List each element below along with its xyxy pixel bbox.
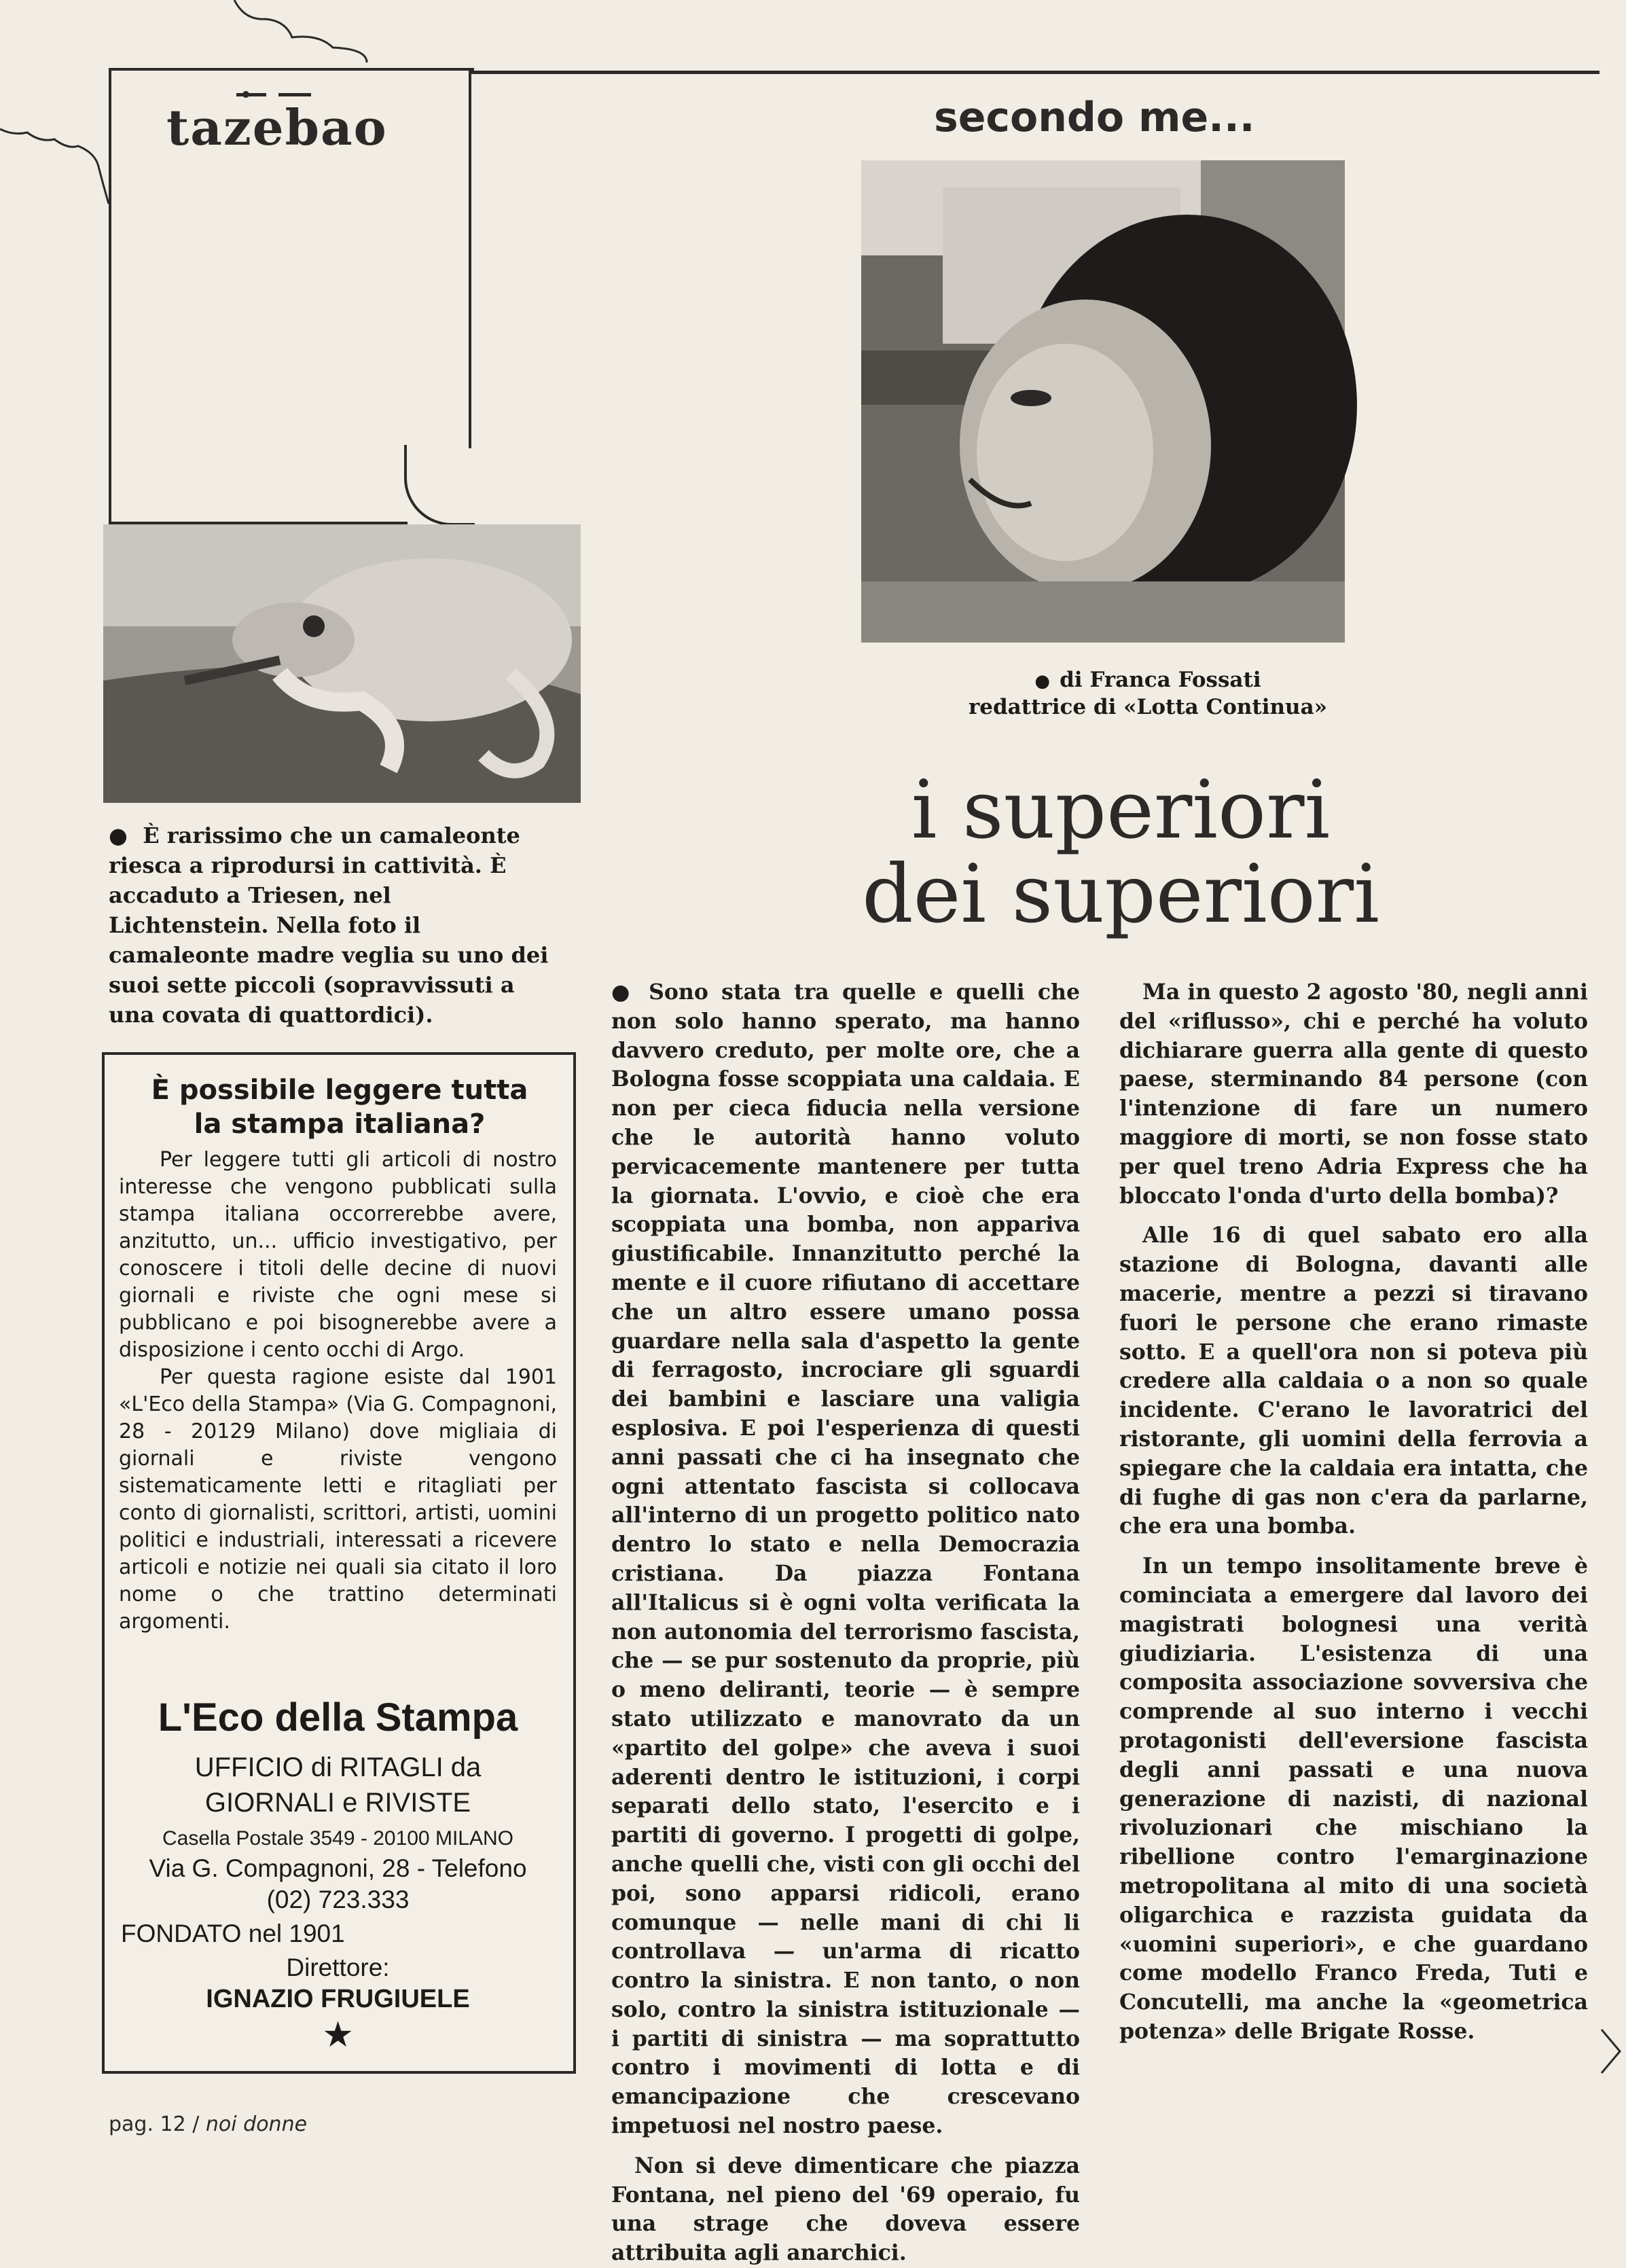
- section-brand: tazebao: [166, 98, 388, 156]
- article-paragraph: Ma in questo 2 agosto '80, negli anni del «riflusso», chi e perché ha voluto dichiarare guerra alla gente di questo paese, sterminando 84 persone (con l'intenzione di fare un numero maggiore di morti, se non fosse stato per quel treno Adria Express che ha bloccato l'onda d'urto della bomba)?: [1119, 979, 1588, 1208]
- ad-subtitle-1: UFFICIO di RITAGLI da: [194, 1752, 482, 1782]
- ad-title: [122, 1073, 557, 1141]
- headline: [767, 763, 1474, 941]
- ad-address: Via G. Compagnoni, 28 - Telefono: [149, 1854, 527, 1882]
- byline-author: ● di Franca Fossati: [883, 667, 1413, 694]
- article-paragraph: Alle 16 di quel sabato ero alla stazione di Bologna, davanti alle macerie, mentre a pezzi si tiravano fuori le persone che erano rimaste sotto. E a quell'ora non si poteva più credere alla caldaia o a non so quale incidente. C'erano le lavoratrici del ristorante, gli uomini della ferrovia a spiegare che la caldaia era intatta, che di fughe di gas non c'era da parlarne, che era una bomba.: [1119, 1223, 1588, 1539]
- magazine-name: noi donne: [205, 2112, 308, 2136]
- top-rule: [469, 71, 1600, 74]
- bullet-icon: ●: [611, 979, 649, 1005]
- article-column-2: [1119, 978, 1588, 2057]
- article-paragraph: [611, 978, 1080, 2141]
- article-text: Sono stata tra quelle e quelli che non solo hanno sperato, ma hanno davvero creduto, per molte ore, che a Bologna fosse scoppiata una caldaia. E non per cieca fiducia nella versione che le autorità hanno voluto pervicacemente mantenere per tutta la giornata. L'ovvio, e cioè che era scoppiata una bomba, non appariva giustificabile. Innanzitutto perché la mente e il cuore rifiutano di accettare che un altro essere umano possa guardare nella sala d'aspetto la gente di ferragosto, incrociare gli sguardi dei bambini e lasciare una valigia esplosiva. E poi l'esperienza di questi anni passati che ci ha insegnato che ogni attentato fascista si collocava all'interno di un progetto politico nato dentro lo stato e nella Democrazia cristiana. Da piazza Fontana all'Italicus si è ogni volta verificata la non autonomia del terrorismo fascista, che — se pur sostenuto da proprie, più o meno deliranti, teorie — è sempre stato utilizzato e manovrato da un «partito del golpe» che aveva i suoi aderenti dentro le istituzioni, i corpi separati dello stato, l'esercito e i partiti di governo. I progetti di golpe, anche quelli che, visti con gli occhi del poi, sono apparsi ridicoli, erano comunque — nelle mani di chi li controllava — un'arma di ricatto contro la sinistra. E non tanto, o non solo, contro la sinistra istituzionale — i partiti di sinistra — ma soprattutto contro i movimenti di lotta e di emancipazione che crescevano impetuosi nel nostro paese.: [611, 979, 1080, 2139]
- article-column-1: [611, 978, 1080, 2266]
- ad-subtitle-2: GIORNALI e RIVISTE: [204, 1788, 471, 1818]
- ad-postal: Casella Postale 3549 - 20100 MILANO: [162, 1827, 513, 1850]
- page-footer: [109, 2112, 307, 2136]
- ad-title-line-2: la stampa italiana?: [194, 1109, 486, 1140]
- ad-body: [119, 1147, 557, 1636]
- ad-brand-name: L'Eco della Stampa: [158, 1695, 518, 1740]
- bullet-icon: ●: [109, 823, 128, 848]
- continue-arrow-icon: [1600, 2028, 1623, 2075]
- page-number: pag. 12: [109, 2112, 186, 2136]
- chameleon-photo: [103, 524, 581, 803]
- ad-phone: (02) 723.333: [266, 1886, 410, 1913]
- photo-caption: [109, 821, 557, 1030]
- footer-separator: /: [192, 2112, 200, 2136]
- ad-founded: FONDATO nel 1901: [121, 1920, 345, 1947]
- kicker: secondo me...: [934, 94, 1255, 141]
- photo-caption-text: È rarissimo che un camaleonte riesca a riprodursi in cattività. È accaduto a Triesen, nel Lichtenstein. Nella foto il camaleonte madre veglia su uno dei suoi sette piccoli (sopravvissuti a una covata di quattordici).: [109, 823, 549, 1028]
- ad-paragraph-1: Per leggere tutti gli articoli di nostro interesse che vengono pubblicati sulla stampa italiana occorrerebbe avere, anzitutto, un... ufficio investigativo, per conoscere i titoli delle decine di nuovi giornali e riviste che ogni mese si pubblicano e poi bisognerebbe avere a disposizione i cento occhi di Argo.: [119, 1148, 557, 1362]
- star-icon: ★: [322, 2015, 354, 2055]
- ad-paragraph-2: Per questa ragione esiste dal 1901 «L'Eco della Stampa» (Via G. Compagnoni, 28 - 20129 Milano) dove migliaia di giornali e riviste vengono sistematicamente letti e ritagliati per conto di giornalisti, scrittori, artisti, uomini politici e industriali, interessati a ricevere articoli e notizie nei quali sia citato il loro nome o che trattino determinati argomenti.: [119, 1365, 557, 1634]
- article-paragraph: Non si deve dimenticare che piazza Fontana, nel pieno del '69 operaio, fu una strage che doveva essere attribuita agli anarchici.: [611, 2153, 1080, 2266]
- article-paragraph: In un tempo insolitamente breve è cominciata a emergere dal lavoro dei magistrati bolognesi una verità giudiziaria. L'esistenza di una composita associazione sovversiva che comprende al suo interno i vecchi protagonisti dell'eversione fascista degli anni passati e una nuova generazione di nazisti, di nazional rivoluzionari che mischiano la ribellione contro l'emarginazione metropolitana al mito di una società oligarchica e razzista guidata da «uomini superiori», e che guardano come modello Franco Freda, Tuti e Concutelli, ma anche la «geometrica potenza» delle Brigate Rosse.: [1119, 1553, 1588, 2044]
- ad-director-name: IGNAZIO FRUGIUELE: [206, 1985, 470, 2013]
- headline-line-1: i superiori: [911, 763, 1331, 857]
- headline-line-2: dei superiori: [862, 847, 1379, 941]
- ad-title-line-1: È possibile leggere tutta: [151, 1075, 528, 1106]
- byline-role: redattrice di «Lotta Continua»: [968, 695, 1328, 719]
- note-frame-right: [469, 68, 471, 448]
- portrait-photo: [861, 160, 1345, 643]
- byline: [883, 667, 1413, 720]
- ad-director-label: Direttore:: [286, 1954, 390, 1981]
